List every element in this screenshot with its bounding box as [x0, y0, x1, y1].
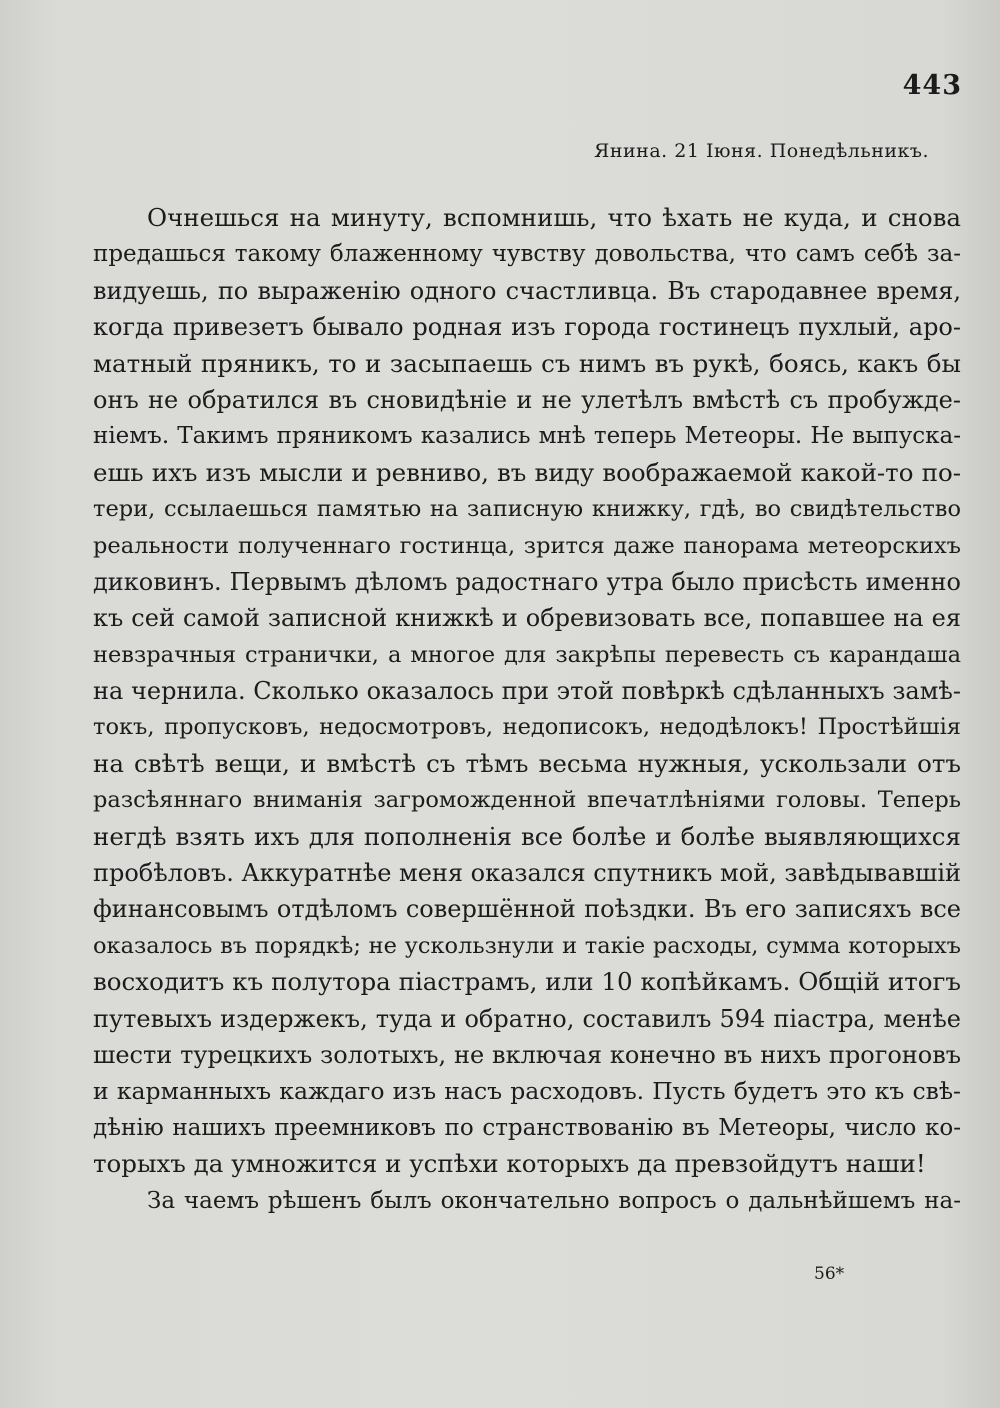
text-line: пробѣловъ. Аккуратнѣе меня оказался спутникъ мой, завѣдывавшій [93, 859, 961, 888]
text-line: когда привезетъ бывало родная изъ города гостинецъ пухлый, аро- [93, 313, 961, 342]
text-line: къ сей самой записной книжкѣ и обревизовать все, попавшее на ея [93, 604, 961, 633]
text-line: дѣнію нашихъ преемниковъ по странствованію въ Метеоры, число ко- [93, 1114, 961, 1141]
text-line: видуешь, по выраженію одного счастливца. Въ стародавнее время, [93, 276, 961, 305]
signature-mark: 56* [814, 1264, 845, 1284]
text-line: финансовымъ отдѣломъ совершённой поѣздки. Въ его записяхъ все [93, 895, 961, 924]
text-line: путевыхъ издержекъ, туда и обратно, составилъ 594 піастра, менѣе [93, 1004, 961, 1033]
text-line: диковинъ. Первымъ дѣломъ радостнаго утра было присѣсть именно [93, 567, 961, 596]
text-line: матный пряникъ, то и засыпаешь съ нимъ въ рукѣ, боясь, какъ бы [93, 348, 961, 378]
text-line: онъ не обратился въ сновидѣніе и не улетѣлъ вмѣстѣ съ пробужде- [93, 385, 961, 414]
text-line: ніемъ. Такимъ пряникомъ казались мнѣ теперь Метеоры. Не выпуска- [93, 423, 961, 450]
text-line: разсѣяннаго вниманія загроможденной впечатлѣніями головы. Теперь [93, 787, 961, 814]
text-line: тери, ссылаешься памятью на записную книжку, гдѣ, во свидѣтельство [93, 496, 961, 523]
text-line: шести турецкихъ золотыхъ, не включая конечно въ нихъ прогоновъ [93, 1040, 961, 1069]
text-line: торыхъ да умножится и успѣхи которыхъ да превзойдутъ наши! [93, 1149, 926, 1179]
text-line: Очнешься на минуту, вспомнишь, что ѣхать не куда, и снова [147, 203, 961, 232]
text-line: ешь ихъ изъ мысли и ревниво, въ виду воображаемой какой-то по- [93, 457, 961, 487]
page-number: 443 [902, 70, 962, 101]
text-line: восходитъ къ полутора піастрамъ, или 10 копѣйкамъ. Общій итогъ [93, 967, 961, 997]
text-line: предашься такому блаженному чувству довольства, что самъ себѣ за- [93, 241, 961, 268]
body-text [93, 200, 961, 1219]
text-line: За чаемъ рѣшенъ былъ окончательно вопросъ о дальнѣйшемъ на- [147, 1187, 961, 1214]
text-line: на чернила. Сколько оказалось при этой повѣркѣ сдѣланныхъ замѣ- [93, 677, 961, 706]
text-line: на свѣтѣ вещи, и вмѣстѣ съ тѣмъ весьма нужныя, ускользали отъ [93, 748, 961, 778]
text-line: оказалось въ порядкѣ; не ускользнули и такіе расходы, сумма которыхъ [93, 932, 961, 959]
text-line: и карманныхъ каждаго изъ насъ расходовъ. Пусть будетъ это къ свѣ- [93, 1077, 961, 1106]
text-line: невзрачныя странички, а многое для закрѣпы перевесть съ карандаша [93, 641, 961, 668]
text-line: токъ, пропусковъ, недосмотровъ, недописокъ, недодѣлокъ! Простѣйшія [93, 714, 961, 741]
text-line: реальности полученнаго гостинца, зрится даже панорама метеорскихъ [93, 532, 961, 559]
text-line: негдѣ взять ихъ для пополненія все болѣе и болѣе выявляющихся [93, 821, 961, 851]
dateline-heading: Янина. 21 Іюня. Понедѣльникъ. [594, 140, 930, 162]
